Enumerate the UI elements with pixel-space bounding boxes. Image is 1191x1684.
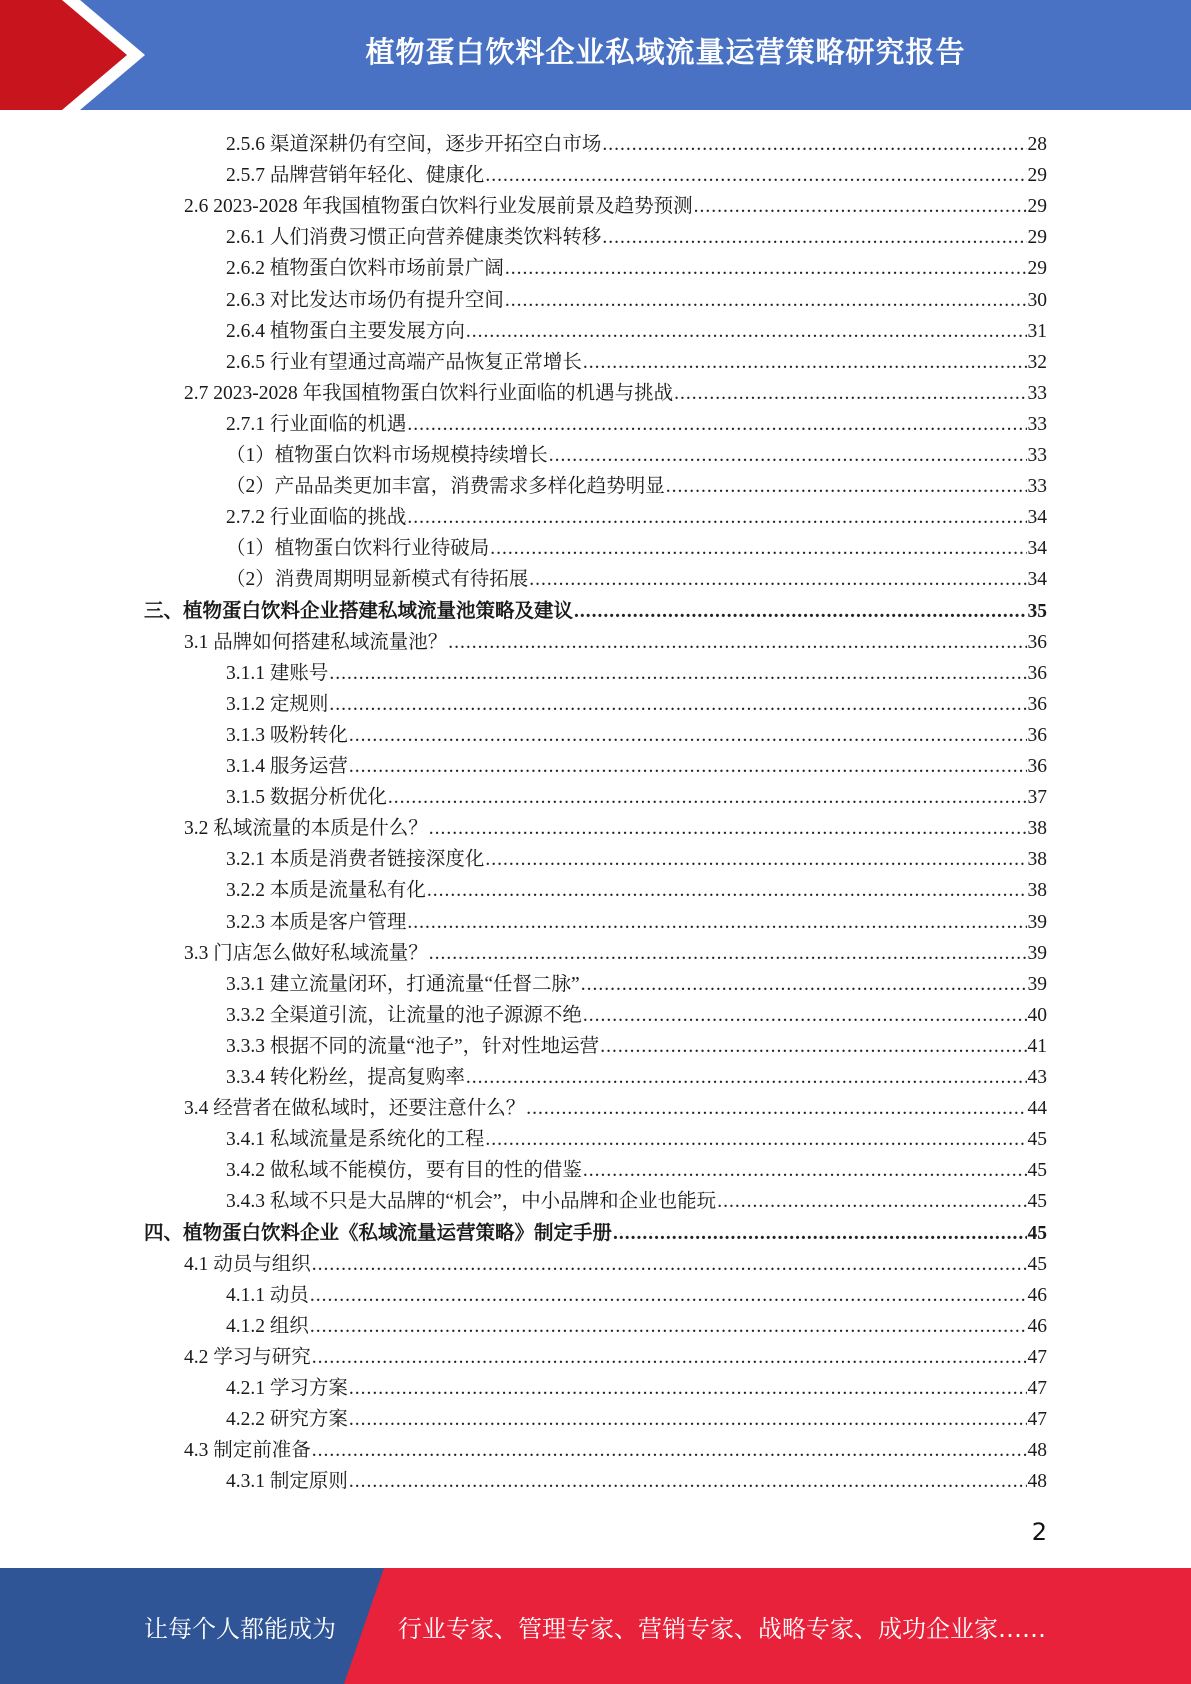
toc-entry[interactable] xyxy=(226,1059,1047,1090)
toc-dot-leader xyxy=(666,475,1027,499)
toc-dot-leader xyxy=(310,1284,1027,1308)
toc-dot-leader xyxy=(485,848,1026,872)
toc-entry-label: 2.7.1 行业面临的机遇 xyxy=(226,413,407,435)
toc-entry-label: 2.6 2023-2028 年我国植物蛋白饮料行业发展前景及趋势预测 xyxy=(184,196,693,218)
toc-entry-label: （1）植物蛋白饮料市场规模持续增长 xyxy=(226,445,548,466)
toc-entry-label: 2.6.3 对比发达市场仍有提升空间 xyxy=(226,289,504,311)
toc-entry-label: 3.1.5 数据分析优化 xyxy=(226,787,387,809)
toc-dot-leader xyxy=(312,1253,1027,1277)
toc-entry-page: 29 xyxy=(1027,196,1047,218)
toc-entry-label: 3.1.3 吸粉转化 xyxy=(226,724,348,746)
toc-dot-leader xyxy=(549,444,1027,468)
toc-dot-leader xyxy=(485,164,1026,188)
toc-entry-label: 3.4.3 私域不只是大品牌的“机会”，中小品牌和企业也能玩 xyxy=(226,1191,717,1213)
toc-entry-label: 3.2 私域流量的本质是什么？ xyxy=(184,818,428,840)
toc-entry-label: 2.6.5 行业有望通过高端产品恢复正常增长 xyxy=(226,351,582,373)
toc-entry[interactable] xyxy=(226,219,1047,250)
toc-dot-leader xyxy=(349,724,1027,748)
toc-dot-leader xyxy=(602,226,1026,250)
toc-entry-page: 28 xyxy=(1027,134,1047,155)
toc-entry-label: 3.3.2 全渠道引流，让流量的池子源源不绝 xyxy=(226,1004,582,1026)
page-footer xyxy=(0,1568,1191,1684)
toc-entry-label: 3.3 门店怎么做好私域流量？ xyxy=(184,942,428,964)
toc-dot-leader xyxy=(407,413,1026,437)
toc-entry-page: 44 xyxy=(1027,1098,1047,1120)
toc-entry-label: 2.7.2 行业面临的挑战 xyxy=(226,507,407,529)
toc-entry[interactable] xyxy=(184,1246,1047,1277)
toc-entry[interactable] xyxy=(226,344,1047,375)
toc-entry[interactable] xyxy=(184,188,1047,219)
toc-dot-leader xyxy=(388,786,1027,810)
toc-entry-label: 3.2.3 本质是客户管理 xyxy=(226,911,407,933)
toc-entry-page: 34 xyxy=(1027,538,1047,560)
toc-entry[interactable] xyxy=(184,375,1047,406)
toc-entry[interactable] xyxy=(226,779,1047,810)
toc-dot-leader xyxy=(529,568,1026,592)
toc-entry[interactable] xyxy=(226,1028,1047,1059)
toc-dot-leader xyxy=(613,1222,1026,1246)
toc-entry-label: 2.6.2 植物蛋白饮料市场前景广阔 xyxy=(226,258,504,280)
toc-entry-page: 29 xyxy=(1027,227,1047,249)
toc-entry-page: 48 xyxy=(1027,1471,1047,1493)
toc-dot-leader xyxy=(407,506,1026,530)
toc-entry-label: 3.4 经营者在做私域时，还要注意什么？ xyxy=(184,1098,526,1120)
toc-dot-leader xyxy=(602,133,1026,157)
toc-dot-leader xyxy=(574,600,1026,624)
toc-entry-label: 3.1.1 建账号 xyxy=(226,662,329,684)
toc-dot-leader xyxy=(429,942,1027,966)
toc-entry[interactable] xyxy=(226,904,1047,935)
toc-entry-label: 4.1 动员与组织 xyxy=(184,1253,311,1275)
toc-entry-page: 32 xyxy=(1027,351,1047,373)
toc-entry-page: 45 xyxy=(1027,1160,1047,1182)
toc-entry[interactable] xyxy=(226,1370,1047,1401)
toc-entry-page: 39 xyxy=(1027,911,1047,933)
toc-entry[interactable] xyxy=(144,593,1047,624)
toc-entry-label: 2.5.7 品牌营销年轻化、健康化 xyxy=(226,165,485,187)
toc-dot-leader xyxy=(349,1408,1027,1432)
toc-entry-label: 2.7 2023-2028 年我国植物蛋白饮料行业面临的机遇与挑战 xyxy=(184,382,674,404)
toc-entry-page: 47 xyxy=(1027,1409,1047,1431)
toc-entry-label: 4.3 制定前准备 xyxy=(184,1440,311,1462)
toc-dot-leader xyxy=(490,537,1026,561)
toc-dot-leader xyxy=(349,1470,1027,1494)
toc-entry[interactable] xyxy=(144,1215,1047,1246)
toc-dot-leader xyxy=(674,382,1026,406)
toc-entry[interactable] xyxy=(226,748,1047,779)
toc-entry[interactable] xyxy=(184,1090,1047,1121)
toc-entry-page: 39 xyxy=(1027,973,1047,995)
toc-dot-leader xyxy=(600,1035,1026,1059)
toc-entry-label: 3.2.2 本质是流量私有化 xyxy=(226,880,426,902)
page-number: 2 xyxy=(1031,1518,1047,1546)
toc-entry-label: 3.1 品牌如何搭建私域流量池？ xyxy=(184,631,448,653)
toc-entry[interactable] xyxy=(226,966,1047,997)
toc-entry-label: 2.6.4 植物蛋白主要发展方向 xyxy=(226,320,465,342)
toc-entry-label: 三、植物蛋白饮料企业搭建私域流量池策略及建议 xyxy=(144,600,574,622)
toc-dot-leader xyxy=(526,1097,1026,1121)
toc-entry[interactable] xyxy=(226,437,1047,468)
toc-entry-label: 4.3.1 制定原则 xyxy=(226,1471,348,1493)
toc-entry[interactable] xyxy=(226,530,1047,561)
toc-entry-page: 46 xyxy=(1027,1284,1047,1306)
toc-entry[interactable] xyxy=(226,126,1047,157)
toc-entry-page: 33 xyxy=(1027,445,1047,466)
toc-dot-leader xyxy=(583,1004,1027,1028)
toc-entry-page: 36 xyxy=(1027,693,1047,715)
toc-entry[interactable] xyxy=(226,1121,1047,1152)
toc-entry[interactable] xyxy=(226,499,1047,530)
toc-entry[interactable] xyxy=(226,841,1047,872)
toc-dot-leader xyxy=(448,631,1026,655)
toc-dot-leader xyxy=(407,911,1026,935)
toc-entry-page: 45 xyxy=(1027,1253,1047,1275)
toc-entry-label: 3.2.1 本质是消费者链接深度化 xyxy=(226,849,485,871)
toc-dot-leader xyxy=(329,662,1026,686)
toc-entry-page: 46 xyxy=(1027,1315,1047,1337)
toc-dot-leader xyxy=(349,755,1027,779)
toc-dot-leader xyxy=(310,1315,1027,1339)
toc-entry-label: 3.4.1 私域流量是系统化的工程 xyxy=(226,1129,485,1151)
toc-entry-page: 33 xyxy=(1027,476,1047,498)
toc-entry-page: 37 xyxy=(1027,787,1047,809)
toc-dot-leader xyxy=(583,1159,1027,1183)
footer-slogan-left: 让每个人都能成为 xyxy=(144,1614,336,1643)
toc-dot-leader xyxy=(581,973,1027,997)
toc-dot-leader xyxy=(485,1128,1026,1152)
toc-entry[interactable] xyxy=(226,997,1047,1028)
toc-entry-label: 3.1.2 定规则 xyxy=(226,693,329,715)
toc-entry-page: 34 xyxy=(1027,569,1047,591)
toc-entry-page: 36 xyxy=(1027,662,1047,684)
toc-entry[interactable] xyxy=(226,561,1047,592)
toc-entry[interactable] xyxy=(226,717,1047,748)
toc-entry[interactable] xyxy=(226,1401,1047,1432)
toc-entry-label: 4.1.1 动员 xyxy=(226,1284,309,1306)
toc-entry-page: 33 xyxy=(1027,413,1047,435)
toc-entry[interactable] xyxy=(226,1308,1047,1339)
toc-entry-page: 40 xyxy=(1027,1004,1047,1026)
toc-entry-page: 30 xyxy=(1027,289,1047,311)
toc-entry-label: 4.1.2 组织 xyxy=(226,1315,309,1337)
toc-entry[interactable] xyxy=(226,282,1047,313)
page-header xyxy=(0,0,1191,110)
toc-entry-label: （2）产品品类更加丰富，消费需求多样化趋势明显 xyxy=(226,476,665,498)
toc-entry-page: 43 xyxy=(1027,1067,1047,1088)
toc-entry-page: 38 xyxy=(1027,849,1047,871)
toc-entry-page: 36 xyxy=(1027,756,1047,777)
toc-entry[interactable] xyxy=(226,872,1047,903)
toc-entry-page: 35 xyxy=(1027,600,1047,622)
toc-entry-label: 3.4.2 做私域不能模仿，要有目的性的借鉴 xyxy=(226,1160,582,1182)
toc-entry-page: 47 xyxy=(1027,1378,1047,1399)
toc-dot-leader xyxy=(427,879,1027,903)
toc-entry[interactable] xyxy=(184,1432,1047,1463)
toc-entry-label: 4.2 学习与研究 xyxy=(184,1346,311,1368)
toc-entry-page: 34 xyxy=(1027,507,1047,529)
toc-entry-label: 4.2.2 研究方案 xyxy=(226,1409,348,1431)
toc-entry-page: 48 xyxy=(1027,1440,1047,1462)
toc-entry-page: 36 xyxy=(1027,631,1047,653)
toc-entry-page: 38 xyxy=(1027,880,1047,902)
toc-dot-leader xyxy=(466,320,1027,344)
toc-entry-page: 45 xyxy=(1027,1129,1047,1151)
toc-entry-page: 41 xyxy=(1027,1035,1047,1057)
toc-entry-label: 2.5.6 渠道深耕仍有空间，逐步开拓空白市场 xyxy=(226,134,602,155)
toc-dot-leader xyxy=(312,1439,1027,1463)
toc-entry[interactable] xyxy=(226,406,1047,437)
toc-entry[interactable] xyxy=(184,935,1047,966)
toc-entry-page: 45 xyxy=(1027,1222,1047,1244)
toc-dot-leader xyxy=(694,195,1027,219)
toc-entry-page: 31 xyxy=(1027,320,1047,342)
toc-entry[interactable] xyxy=(226,1463,1047,1494)
toc-entry[interactable] xyxy=(184,624,1047,655)
toc-entry-page: 47 xyxy=(1027,1346,1047,1368)
toc-dot-leader xyxy=(429,817,1027,841)
toc-entry-page: 36 xyxy=(1027,724,1047,746)
toc-entry[interactable] xyxy=(226,1152,1047,1183)
toc-entry-page: 39 xyxy=(1027,942,1047,964)
toc-dot-leader xyxy=(349,1377,1027,1401)
report-title: 植物蛋白饮料企业私域流量运营策略研究报告 xyxy=(365,34,966,69)
toc-entry-label: 3.3.4 转化粉丝，提高复购率 xyxy=(226,1067,465,1088)
toc-entry[interactable] xyxy=(226,313,1047,344)
toc-entry[interactable] xyxy=(184,810,1047,841)
toc-entry-label: 四、植物蛋白饮料企业《私域流量运营策略》制定手册 xyxy=(144,1222,613,1244)
toc-dot-leader xyxy=(329,693,1026,717)
toc-entry[interactable] xyxy=(226,250,1047,281)
toc-dot-leader xyxy=(583,351,1027,375)
toc-entry[interactable] xyxy=(226,468,1047,499)
toc-dot-leader xyxy=(505,257,1027,281)
toc-entry-page: 38 xyxy=(1027,818,1047,840)
toc-entry-label: 4.2.1 学习方案 xyxy=(226,1378,348,1399)
toc-entry[interactable] xyxy=(226,1277,1047,1308)
toc-entry-page: 33 xyxy=(1027,382,1047,404)
toc-entry-label: 3.3.1 建立流量闭环，打通流量“任督二脉” xyxy=(226,973,580,995)
toc-entry[interactable] xyxy=(226,1183,1047,1214)
toc-dot-leader xyxy=(717,1190,1026,1214)
toc-entry[interactable] xyxy=(184,1339,1047,1370)
toc-entry-label: （2）消费周期明显新模式有待拓展 xyxy=(226,569,529,591)
toc-entry[interactable] xyxy=(226,655,1047,686)
toc-entry-label: （1）植物蛋白饮料行业待破局 xyxy=(226,538,490,560)
footer-slogan-right: 行业专家、管理专家、营销专家、战略专家、成功企业家…… xyxy=(398,1614,1046,1643)
toc-entry-page: 29 xyxy=(1027,258,1047,280)
toc-entry-label: 3.3.3 根据不同的流量“池子”，针对性地运营 xyxy=(226,1035,600,1057)
toc-dot-leader xyxy=(505,289,1027,313)
toc-entry-page: 45 xyxy=(1027,1191,1047,1213)
toc-entry-label: 3.1.4 服务运营 xyxy=(226,756,348,777)
toc-entry[interactable] xyxy=(226,157,1047,188)
toc-entry-label: 2.6.1 人们消费习惯正向营养健康类饮料转移 xyxy=(226,227,602,249)
toc-dot-leader xyxy=(312,1346,1027,1370)
toc-entry-page: 29 xyxy=(1027,165,1047,187)
toc-dot-leader xyxy=(466,1066,1027,1090)
toc-entry[interactable] xyxy=(226,686,1047,717)
